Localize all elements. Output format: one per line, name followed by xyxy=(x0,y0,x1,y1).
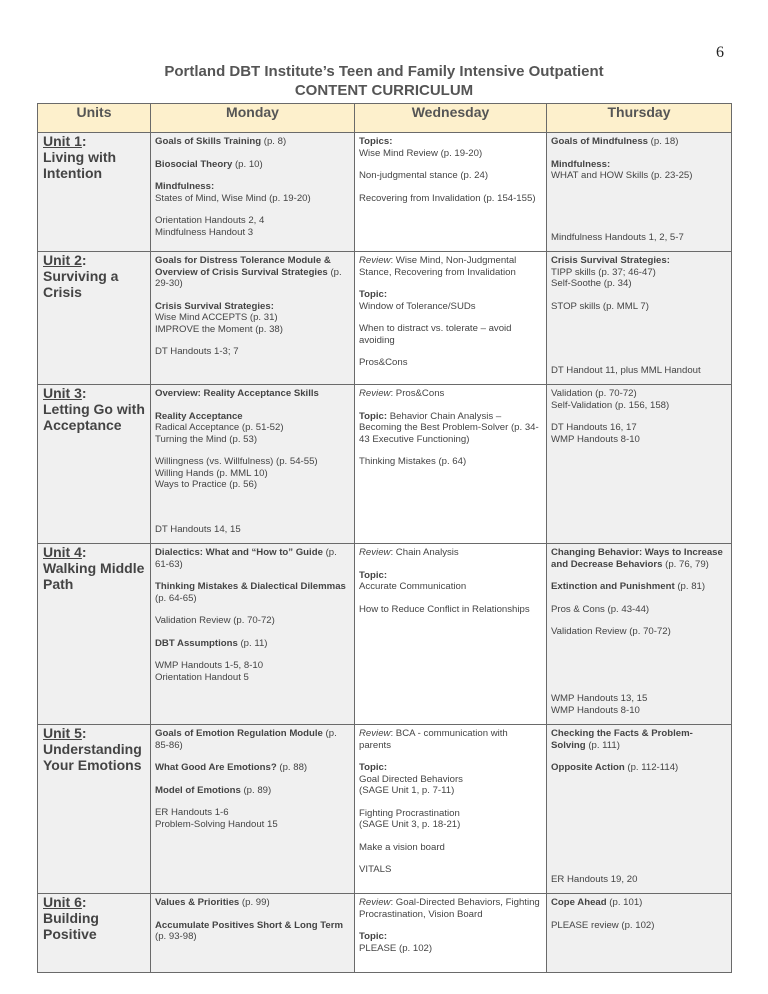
header-monday: Monday xyxy=(151,104,355,133)
wednesday-item-heading: Topic: xyxy=(359,289,388,300)
thursday-item-text: PLEASE review (p. 102) xyxy=(551,919,655,931)
wednesday-item xyxy=(359,864,542,876)
thursday-item-text: STOP skills (p. MML 7) xyxy=(551,300,649,312)
header-wednesday: Wednesday xyxy=(355,104,547,133)
curriculum-table xyxy=(37,103,732,973)
page-number: 6 xyxy=(716,44,724,61)
monday-item-heading: What Good Are Emotions? xyxy=(155,762,277,773)
title-line-2: CONTENT CURRICULUM xyxy=(294,82,474,99)
monday-item-text: Problem-Solving Handout 15 xyxy=(155,818,278,830)
monday-item xyxy=(155,215,350,238)
monday-item-heading: Thinking Mistakes & Dialectical Dilemmas xyxy=(155,581,346,592)
wednesday-item-review-label: Review xyxy=(359,897,391,908)
unit-name: Building Positive xyxy=(43,910,99,942)
wednesday-item-text: How to Reduce Conflict in Relationships xyxy=(359,603,530,615)
unit-row xyxy=(38,133,732,252)
wednesday-item xyxy=(359,808,542,831)
monday-item-text: (p. 29-30) xyxy=(155,266,342,289)
thursday-item-heading: Extinction and Punishment xyxy=(551,581,675,592)
unit-cell xyxy=(38,544,151,725)
monday-item xyxy=(155,159,350,171)
thursday-handouts xyxy=(551,365,727,377)
wednesday-cell xyxy=(355,725,547,894)
thursday-item-heading: Mindfulness: xyxy=(551,158,611,170)
thursday-item xyxy=(551,301,727,313)
thursday-item-text: Validation Review (p. 70-72) xyxy=(551,626,671,637)
unit-cell xyxy=(38,725,151,894)
wednesday-item-text: Behavior Chain Analysis – Becoming the Best Problem-Solver (p. 34-43 Executive Functioning) xyxy=(359,410,539,445)
monday-item-heading: Model of Emotions xyxy=(155,784,241,796)
monday-item xyxy=(155,181,350,204)
wednesday-item xyxy=(359,456,542,468)
monday-item-text: IMPROVE the Moment (p. 38) xyxy=(155,323,283,335)
wednesday-item xyxy=(359,388,542,400)
monday-item xyxy=(155,615,350,627)
thursday-item-text: (p. 18) xyxy=(648,136,679,147)
unit-row xyxy=(38,385,732,544)
wednesday-item xyxy=(359,897,542,920)
monday-item xyxy=(155,388,350,400)
thursday-handouts xyxy=(551,693,727,716)
thursday-handouts-text: ER Handouts 19, 20 xyxy=(551,873,638,885)
monday-item-text: Willing Hands (p. MML 10) xyxy=(155,467,268,479)
monday-item xyxy=(155,301,350,336)
monday-item-text: (p. 61-63) xyxy=(155,547,337,570)
monday-item-text: (p. 89) xyxy=(240,784,272,796)
thursday-item xyxy=(551,897,727,909)
monday-item-text: Radical Acceptance (p. 51-52) xyxy=(155,422,284,433)
monday-item xyxy=(155,456,350,491)
thursday-item-text: TIPP skills (p. 37; 46-47) xyxy=(551,266,656,278)
monday-item-text: Wise Mind ACCEPTS (p. 31) xyxy=(155,312,278,323)
thursday-cell xyxy=(547,544,732,725)
monday-item xyxy=(155,785,350,797)
wednesday-item xyxy=(359,570,542,593)
monday-item-text: Orientation Handouts 2, 4 xyxy=(155,215,265,226)
monday-item-text: Turning the Mind (p. 53) xyxy=(155,433,258,445)
monday-item xyxy=(155,638,350,650)
unit-name: Living with Intention xyxy=(43,149,117,181)
monday-item-text: Willingness (vs. Willfulness) (p. 54-55) xyxy=(155,456,318,467)
thursday-item-text: WMP Handouts 8-10 xyxy=(551,433,640,445)
wednesday-item-text: Make a vision board xyxy=(359,841,445,853)
monday-item-heading: Dialectics: What and “How to” Guide xyxy=(155,547,323,558)
wednesday-item-text: Pros&Cons xyxy=(359,357,408,368)
unit-number: Unit 3 xyxy=(43,385,82,401)
unit-number: Unit 4 xyxy=(43,544,82,560)
monday-item-heading: Biosocial Theory xyxy=(155,158,233,170)
monday-item-text: (p. 8) xyxy=(261,136,287,147)
wednesday-item xyxy=(359,842,542,854)
thursday-item-text: (p. 76, 79) xyxy=(662,558,709,570)
monday-item xyxy=(155,762,350,774)
monday-item xyxy=(155,346,350,358)
unit-name: Understanding Your Emotions xyxy=(43,741,142,773)
monday-item xyxy=(155,897,350,909)
thursday-handouts-text: Mindfulness Handouts 1, 2, 5-7 xyxy=(551,231,684,243)
unit-colon: : xyxy=(81,252,87,268)
monday-item-text: Orientation Handout 5 xyxy=(155,671,249,683)
thursday-item-text: (p. 101) xyxy=(606,897,643,908)
monday-item-text: (p. 88) xyxy=(276,762,308,773)
monday-item-heading: Goals for Distress Tolerance Module & Overview of Crisis Survival Strategies xyxy=(155,255,331,278)
wednesday-item xyxy=(359,170,542,182)
thursday-item-heading: Crisis Survival Strategies: xyxy=(551,255,670,266)
monday-item-text: (p. 10) xyxy=(232,158,263,170)
page-title xyxy=(0,62,768,100)
unit-row xyxy=(38,252,732,385)
monday-item-text: (p. 93-98) xyxy=(155,931,197,942)
monday-item-heading: Overview: Reality Acceptance Skills xyxy=(155,388,319,399)
wednesday-item xyxy=(359,136,542,159)
monday-item-heading: Crisis Survival Strategies: xyxy=(155,300,274,312)
wednesday-item-heading: Topic: xyxy=(359,931,388,942)
wednesday-item-text: : Pros&Cons xyxy=(390,388,445,399)
unit-cell xyxy=(38,385,151,544)
thursday-item xyxy=(551,581,727,593)
unit-colon: : xyxy=(81,544,87,560)
thursday-item-text: (p. 112-114) xyxy=(624,762,679,773)
monday-cell xyxy=(151,725,355,894)
unit-row xyxy=(38,894,732,973)
monday-item xyxy=(155,728,350,751)
unit-number: Unit 1 xyxy=(43,133,82,149)
monday-item xyxy=(155,807,350,830)
thursday-item-text: (p. 81) xyxy=(674,581,706,592)
monday-item-text: (p. 85-86) xyxy=(155,728,337,751)
thursday-item xyxy=(551,920,727,932)
monday-item-heading: Goals of Skills Training xyxy=(155,136,262,147)
wednesday-cell xyxy=(355,252,547,385)
monday-item-text: Ways to Practice (p. 56) xyxy=(155,479,258,490)
thursday-cell xyxy=(547,894,732,973)
wednesday-item xyxy=(359,357,542,369)
wednesday-item-text: Goal Directed Behaviors xyxy=(359,773,463,785)
unit-colon: : xyxy=(81,385,87,401)
wednesday-item-text: Fighting Procrastination xyxy=(359,807,460,819)
wednesday-item-text: VITALS xyxy=(359,864,392,875)
thursday-item xyxy=(551,136,727,148)
wednesday-item-text: : BCA - communication with parents xyxy=(359,728,508,751)
monday-item-heading: Values & Priorities xyxy=(155,897,240,908)
wednesday-item xyxy=(359,931,542,954)
wednesday-cell xyxy=(355,385,547,544)
wednesday-item xyxy=(359,323,542,346)
wednesday-item-text: When to distract vs. tolerate – avoid avoiding xyxy=(359,323,512,346)
unit-name: Walking Middle Path xyxy=(43,560,145,592)
title-line-1: Portland DBT Institute’s Teen and Family Intensive Outpatient xyxy=(164,63,604,80)
wednesday-item-text: Non-judgmental stance (p. 24) xyxy=(359,170,489,181)
monday-item xyxy=(155,581,350,604)
wednesday-item-text: (SAGE Unit 1, p. 7-11) xyxy=(359,785,455,796)
wednesday-item-text: (SAGE Unit 3, p. 18-21) xyxy=(359,819,461,830)
wednesday-item xyxy=(359,255,542,278)
unit-row xyxy=(38,725,732,894)
wednesday-item-review-label: Review xyxy=(359,255,391,266)
monday-item-heading: Accumulate Positives Short & Long Term xyxy=(155,919,344,931)
wednesday-item-text: Thinking Mistakes (p. 64) xyxy=(359,456,467,467)
unit-cell xyxy=(38,133,151,252)
monday-item-heading: Goals of Emotion Regulation Module xyxy=(155,728,323,739)
wednesday-item xyxy=(359,193,542,205)
wednesday-item-text: Recovering from Invalidation (p. 154-155) xyxy=(359,192,536,204)
unit-colon: : xyxy=(81,725,87,741)
thursday-item xyxy=(551,547,727,570)
wednesday-item-heading: Topics: xyxy=(359,136,393,147)
thursday-handouts xyxy=(551,232,727,244)
monday-item xyxy=(155,255,350,290)
thursday-handouts-text: WMP Handouts 13, 15 xyxy=(551,693,648,704)
thursday-item-heading: Opposite Action xyxy=(551,762,625,773)
thursday-item-heading: Changing Behavior: Ways to Increase and Decrease Behaviors xyxy=(551,547,723,570)
wednesday-item xyxy=(359,728,542,751)
unit-number: Unit 5 xyxy=(43,725,82,741)
thursday-cell xyxy=(547,133,732,252)
unit-colon: : xyxy=(81,894,87,910)
unit-name: Surviving a Crisis xyxy=(43,268,119,300)
monday-item-heading: Reality Acceptance xyxy=(155,410,243,422)
monday-item xyxy=(155,411,350,446)
wednesday-item-heading: Topic: xyxy=(359,569,388,581)
monday-cell xyxy=(151,133,355,252)
header-units: Units xyxy=(38,104,151,133)
wednesday-item-text: : Chain Analysis xyxy=(390,547,459,558)
monday-cell xyxy=(151,252,355,385)
wednesday-item-text: : Goal-Directed Behaviors, Fighting Procrastination, Vision Board xyxy=(359,897,540,920)
thursday-item-text: DT Handouts 16, 17 xyxy=(551,422,637,433)
wednesday-item xyxy=(359,762,542,797)
wednesday-item-review-label: Review xyxy=(359,547,391,558)
thursday-handouts xyxy=(551,874,727,886)
monday-item-text: Validation Review (p. 70-72) xyxy=(155,615,275,626)
monday-item xyxy=(155,547,350,570)
thursday-item xyxy=(551,728,727,751)
thursday-item xyxy=(551,626,727,638)
thursday-item-heading: Checking the Facts & Problem-Solving xyxy=(551,728,693,751)
thursday-item xyxy=(551,159,727,182)
wednesday-item-text: Wise Mind Review (p. 19-20) xyxy=(359,147,483,159)
wednesday-item xyxy=(359,604,542,616)
monday-handouts xyxy=(155,524,350,536)
monday-item-text: ER Handouts 1-6 xyxy=(155,807,229,818)
monday-item-text: DT Handouts 1-3; 7 xyxy=(155,346,239,357)
thursday-item xyxy=(551,762,727,774)
thursday-handouts-text: DT Handout 11, plus MML Handout xyxy=(551,364,701,376)
wednesday-item xyxy=(359,411,542,446)
thursday-item xyxy=(551,604,727,616)
thursday-item-text: Pros & Cons (p. 43-44) xyxy=(551,603,650,615)
thursday-item xyxy=(551,422,727,445)
monday-item xyxy=(155,136,350,148)
unit-number: Unit 6 xyxy=(43,894,82,910)
monday-item-heading: Mindfulness: xyxy=(155,181,215,192)
thursday-item-text: (p. 111) xyxy=(585,739,620,751)
thursday-item xyxy=(551,388,727,411)
unit-cell xyxy=(38,894,151,973)
unit-cell xyxy=(38,252,151,385)
wednesday-item xyxy=(359,547,542,559)
monday-item-text: (p. 99) xyxy=(239,897,270,908)
thursday-item-heading: Cope Ahead xyxy=(551,897,607,908)
unit-number: Unit 2 xyxy=(43,252,82,268)
header-row xyxy=(38,104,732,133)
wednesday-item-review-label: Review xyxy=(359,388,391,399)
thursday-item-text: Self-Validation (p. 156, 158) xyxy=(551,399,670,411)
monday-item-text: (p. 11) xyxy=(237,637,268,649)
unit-row xyxy=(38,544,732,725)
monday-cell xyxy=(151,894,355,973)
thursday-item-text: Self-Soothe (p. 34) xyxy=(551,278,632,289)
wednesday-item-heading: Topic: xyxy=(359,410,388,422)
monday-item-text: States of Mind, Wise Mind (p. 19-20) xyxy=(155,192,311,204)
wednesday-cell xyxy=(355,544,547,725)
monday-cell xyxy=(151,544,355,725)
wednesday-item-review-label: Review xyxy=(359,728,391,739)
monday-item-heading: DBT Assumptions xyxy=(155,637,238,649)
wednesday-cell xyxy=(355,133,547,252)
monday-cell xyxy=(151,385,355,544)
thursday-item-text: Validation (p. 70-72) xyxy=(551,388,637,399)
unit-name: Letting Go with Acceptance xyxy=(43,401,145,433)
thursday-cell xyxy=(547,385,732,544)
thursday-handouts-text: WMP Handouts 8-10 xyxy=(551,704,640,716)
wednesday-cell xyxy=(355,894,547,973)
wednesday-item-text: Accurate Communication xyxy=(359,581,467,592)
thursday-item xyxy=(551,255,727,290)
wednesday-item-text: : Wise Mind, Non-Judgmental Stance, Recovering from Invalidation xyxy=(359,255,517,278)
monday-item xyxy=(155,660,350,683)
monday-item xyxy=(155,920,350,943)
monday-item-text: (p. 64-65) xyxy=(155,592,197,604)
thursday-item-text: WHAT and HOW Skills (p. 23-25) xyxy=(551,170,693,181)
monday-handouts-text: DT Handouts 14, 15 xyxy=(155,523,241,535)
monday-item-text: Mindfulness Handout 3 xyxy=(155,226,254,238)
header-thursday: Thursday xyxy=(547,104,732,133)
wednesday-item xyxy=(359,289,542,312)
monday-item-text: WMP Handouts 1-5, 8-10 xyxy=(155,660,264,671)
thursday-item-heading: Goals of Mindfulness xyxy=(551,136,649,147)
unit-colon: : xyxy=(81,133,87,149)
wednesday-item-text: PLEASE (p. 102) xyxy=(359,942,433,954)
wednesday-item-heading: Topic: xyxy=(359,762,388,773)
thursday-cell xyxy=(547,252,732,385)
thursday-cell xyxy=(547,725,732,894)
wednesday-item-text: Window of Tolerance/SUDs xyxy=(359,300,476,312)
